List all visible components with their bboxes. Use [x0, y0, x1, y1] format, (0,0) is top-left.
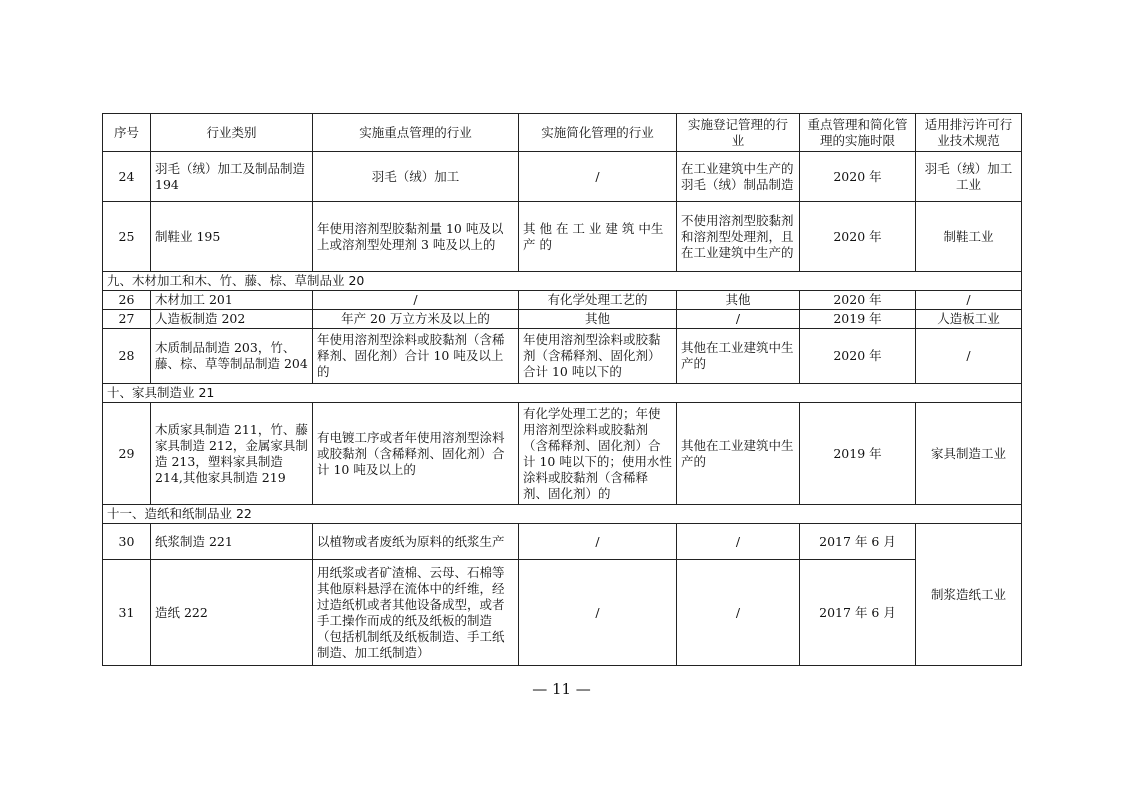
table-row: [103, 403, 1022, 505]
row-deadline: 2020 年: [800, 152, 916, 202]
header-no: 序号: [103, 114, 151, 152]
row-registration: /: [677, 310, 800, 329]
row-key: 年产 20 万立方米及以上的: [313, 310, 519, 329]
row-category: 羽毛（绒）加工及制品制造 194: [151, 152, 313, 202]
header-key-management: 实施重点管理的行业: [313, 114, 519, 152]
row-spec: 制浆造纸工业: [916, 524, 1022, 666]
header-deadline: 重点管理和简化管理的实施时限: [800, 114, 916, 152]
row-no: 24: [103, 152, 151, 202]
table-row: [103, 202, 1022, 272]
row-key: 用纸浆或者矿渣棉、云母、石棉等其他原料悬浮在流体中的纤维，经过造纸机或者其他设备成型，或者手工操作而成的纸及纸板的制造（包括机制纸及纸板制造、手工纸制造、加工纸制造）: [313, 560, 519, 666]
row-no: 25: [103, 202, 151, 272]
table-row: [103, 152, 1022, 202]
row-no: 28: [103, 329, 151, 384]
header-technical-spec: 适用排污许可行业技术规范: [916, 114, 1022, 152]
row-deadline: 2020 年: [800, 291, 916, 310]
row-spec: 羽毛（绒）加工工业: [916, 152, 1022, 202]
row-category: 纸浆制造 221: [151, 524, 313, 560]
table-row: [103, 524, 1022, 560]
row-spec: 家具制造工业: [916, 403, 1022, 505]
row-category: 制鞋业 195: [151, 202, 313, 272]
header-simplified-management: 实施简化管理的行业: [519, 114, 677, 152]
row-category: 人造板制造 202: [151, 310, 313, 329]
row-simplified: 其他: [519, 310, 677, 329]
section-row: [103, 272, 1022, 291]
row-category: 木质制品制造 203，竹、藤、棕、草等制品制造 204: [151, 329, 313, 384]
section-title: 十一、造纸和纸制品业 22: [103, 505, 1022, 524]
row-spec: 人造板工业: [916, 310, 1022, 329]
row-key: 以植物或者废纸为原料的纸浆生产: [313, 524, 519, 560]
header-row: [103, 114, 1022, 152]
row-key: 年使用溶剂型胶黏剂量 10 吨及以上或溶剂型处理剂 3 吨及以上的: [313, 202, 519, 272]
row-simplified: 其 他 在 工 业 建 筑 中生 产 的: [519, 202, 677, 272]
row-simplified: /: [519, 560, 677, 666]
row-registration: /: [677, 560, 800, 666]
industry-management-table: [102, 113, 1022, 666]
section-row: [103, 384, 1022, 403]
row-category: 木质家具制造 211，竹、藤家具制造 212，金属家具制造 213，塑料家具制造214,其他家具制造 219: [151, 403, 313, 505]
row-simplified: 年使用溶剂型涂料或胶黏剂（含稀释剂、固化剂）合计 10 吨以下的: [519, 329, 677, 384]
row-registration: 其他在工业建筑中生产的: [677, 403, 800, 505]
row-registration: 其他在工业建筑中生产的: [677, 329, 800, 384]
row-no: 27: [103, 310, 151, 329]
section-row: [103, 505, 1022, 524]
row-no: 26: [103, 291, 151, 310]
table-row: [103, 291, 1022, 310]
row-deadline: 2020 年: [800, 202, 916, 272]
row-simplified: /: [519, 524, 677, 560]
table-row: [103, 560, 1022, 666]
table-row: [103, 329, 1022, 384]
row-key: 羽毛（绒）加工: [313, 152, 519, 202]
row-category: 造纸 222: [151, 560, 313, 666]
row-simplified: 有化学处理工艺的: [519, 291, 677, 310]
row-no: 29: [103, 403, 151, 505]
row-registration: 其他: [677, 291, 800, 310]
row-key: 有电镀工序或者年使用溶剂型涂料或胶黏剂（含稀释剂、固化剂）合计 10 吨及以上的: [313, 403, 519, 505]
row-no: 31: [103, 560, 151, 666]
row-key: 年使用溶剂型涂料或胶黏剂（含稀释剂、固化剂）合计 10 吨及以上的: [313, 329, 519, 384]
row-key: /: [313, 291, 519, 310]
row-deadline: 2020 年: [800, 329, 916, 384]
row-category: 木材加工 201: [151, 291, 313, 310]
row-simplified: 有化学处理工艺的；年使用溶剂型涂料或胶黏剂（含稀释剂、固化剂）合计 10 吨以下的；使用水性涂料或胶黏剂（含稀释剂、固化剂）的: [519, 403, 677, 505]
row-registration: 不使用溶剂型胶黏剂和溶剂型处理剂，且在工业建筑中生产的: [677, 202, 800, 272]
row-registration: 在工业建筑中生产的羽毛（绒）制品制造: [677, 152, 800, 202]
row-spec: /: [916, 329, 1022, 384]
header-category: 行业类别: [151, 114, 313, 152]
section-title: 九、木材加工和木、竹、藤、棕、草制品业 20: [103, 272, 1022, 291]
row-spec: 制鞋工业: [916, 202, 1022, 272]
table-row: [103, 310, 1022, 329]
row-registration: /: [677, 524, 800, 560]
row-deadline: 2019 年: [800, 403, 916, 505]
row-no: 30: [103, 524, 151, 560]
section-title: 十、家具制造业 21: [103, 384, 1022, 403]
row-simplified: /: [519, 152, 677, 202]
page-number: — 11 —: [532, 680, 591, 698]
row-spec: /: [916, 291, 1022, 310]
row-deadline: 2019 年: [800, 310, 916, 329]
row-deadline: 2017 年 6 月: [800, 560, 916, 666]
header-registration-management: 实施登记管理的行 业: [677, 114, 800, 152]
row-deadline: 2017 年 6 月: [800, 524, 916, 560]
